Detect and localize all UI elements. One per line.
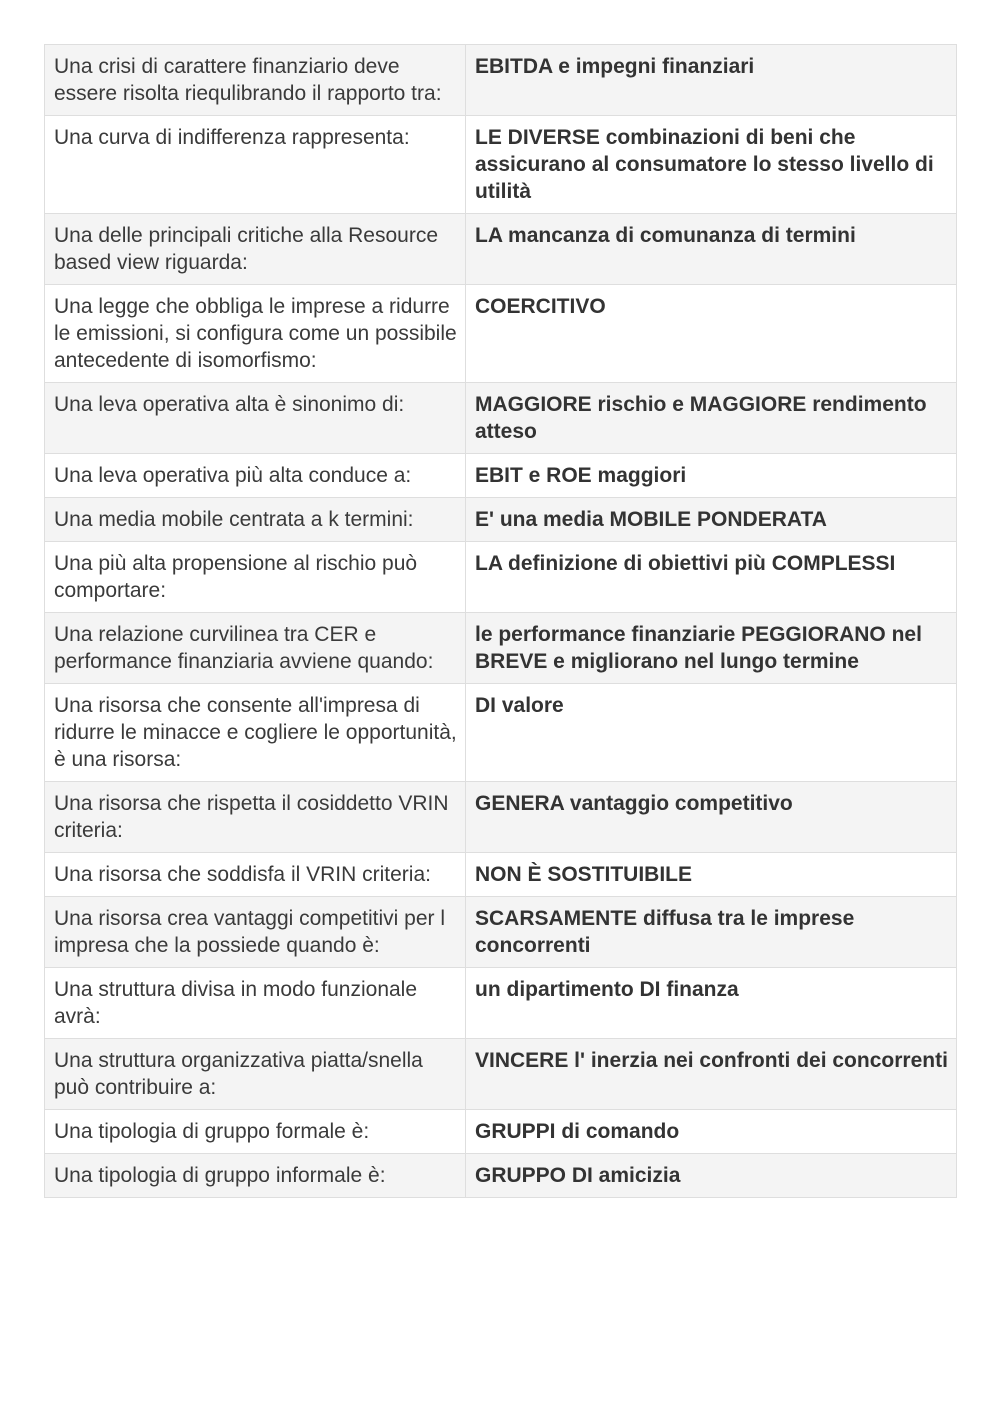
question-cell: Una tipologia di gruppo formale è:	[45, 1110, 466, 1154]
answer-cell: LE DIVERSE combinazioni di beni che assicurano al consumatore lo stesso livello di utilità	[466, 116, 957, 214]
qa-table-body	[45, 45, 957, 1198]
table-row	[45, 1039, 957, 1110]
answer-cell: DI valore	[466, 684, 957, 782]
question-cell: Una leva operativa più alta conduce a:	[45, 454, 466, 498]
table-row	[45, 1110, 957, 1154]
table-row	[45, 116, 957, 214]
question-cell: Una risorsa che soddisfa il VRIN criteria:	[45, 853, 466, 897]
question-cell: Una legge che obbliga le imprese a ridurre le emissioni, si configura come un possibile antecedente di isomorfismo:	[45, 285, 466, 383]
answer-cell: LA definizione di obiettivi più COMPLESSI	[466, 542, 957, 613]
answer-cell: GRUPPO DI amicizia	[466, 1154, 957, 1198]
answer-cell: E' una media MOBILE PONDERATA	[466, 498, 957, 542]
question-cell: Una risorsa crea vantaggi competitivi per l impresa che la possiede quando è:	[45, 897, 466, 968]
table-row	[45, 853, 957, 897]
table-row	[45, 498, 957, 542]
table-row	[45, 542, 957, 613]
table-row	[45, 383, 957, 454]
question-cell: Una tipologia di gruppo informale è:	[45, 1154, 466, 1198]
question-cell: Una relazione curvilinea tra CER e performance finanziaria avviene quando:	[45, 613, 466, 684]
answer-cell: VINCERE l' inerzia nei confronti dei concorrenti	[466, 1039, 957, 1110]
answer-cell: COERCITIVO	[466, 285, 957, 383]
question-cell: Una delle principali critiche alla Resource based view riguarda:	[45, 214, 466, 285]
answer-cell: MAGGIORE rischio e MAGGIORE rendimento atteso	[466, 383, 957, 454]
question-cell: Una crisi di carattere finanziario deve essere risolta riequlibrando il rapporto tra:	[45, 45, 466, 116]
answer-cell: GENERA vantaggio competitivo	[466, 782, 957, 853]
table-row	[45, 1154, 957, 1198]
answer-cell: SCARSAMENTE diffusa tra le imprese concorrenti	[466, 897, 957, 968]
question-cell: Una media mobile centrata a k termini:	[45, 498, 466, 542]
table-row	[45, 613, 957, 684]
qa-table	[44, 44, 957, 1198]
question-cell: Una risorsa che consente all'impresa di ridurre le minacce e cogliere le opportunità, è una risorsa:	[45, 684, 466, 782]
question-cell: Una risorsa che rispetta il cosiddetto VRIN criteria:	[45, 782, 466, 853]
question-cell: Una curva di indifferenza rappresenta:	[45, 116, 466, 214]
table-row	[45, 684, 957, 782]
table-row	[45, 214, 957, 285]
table-row	[45, 897, 957, 968]
answer-cell: GRUPPI di comando	[466, 1110, 957, 1154]
answer-cell: LA mancanza di comunanza di termini	[466, 214, 957, 285]
table-row	[45, 782, 957, 853]
table-row	[45, 454, 957, 498]
answer-cell: un dipartimento DI finanza	[466, 968, 957, 1039]
answer-cell: EBITDA e impegni finanziari	[466, 45, 957, 116]
answer-cell: NON È SOSTITUIBILE	[466, 853, 957, 897]
table-row	[45, 285, 957, 383]
question-cell: Una struttura organizzativa piatta/snella può contribuire a:	[45, 1039, 466, 1110]
question-cell: Una leva operativa alta è sinonimo di:	[45, 383, 466, 454]
question-cell: Una struttura divisa in modo funzionale avrà:	[45, 968, 466, 1039]
answer-cell: EBIT e ROE maggiori	[466, 454, 957, 498]
table-row	[45, 968, 957, 1039]
table-row	[45, 45, 957, 116]
answer-cell: le performance finanziarie PEGGIORANO nel BREVE e migliorano nel lungo termine	[466, 613, 957, 684]
question-cell: Una più alta propensione al rischio può comportare:	[45, 542, 466, 613]
